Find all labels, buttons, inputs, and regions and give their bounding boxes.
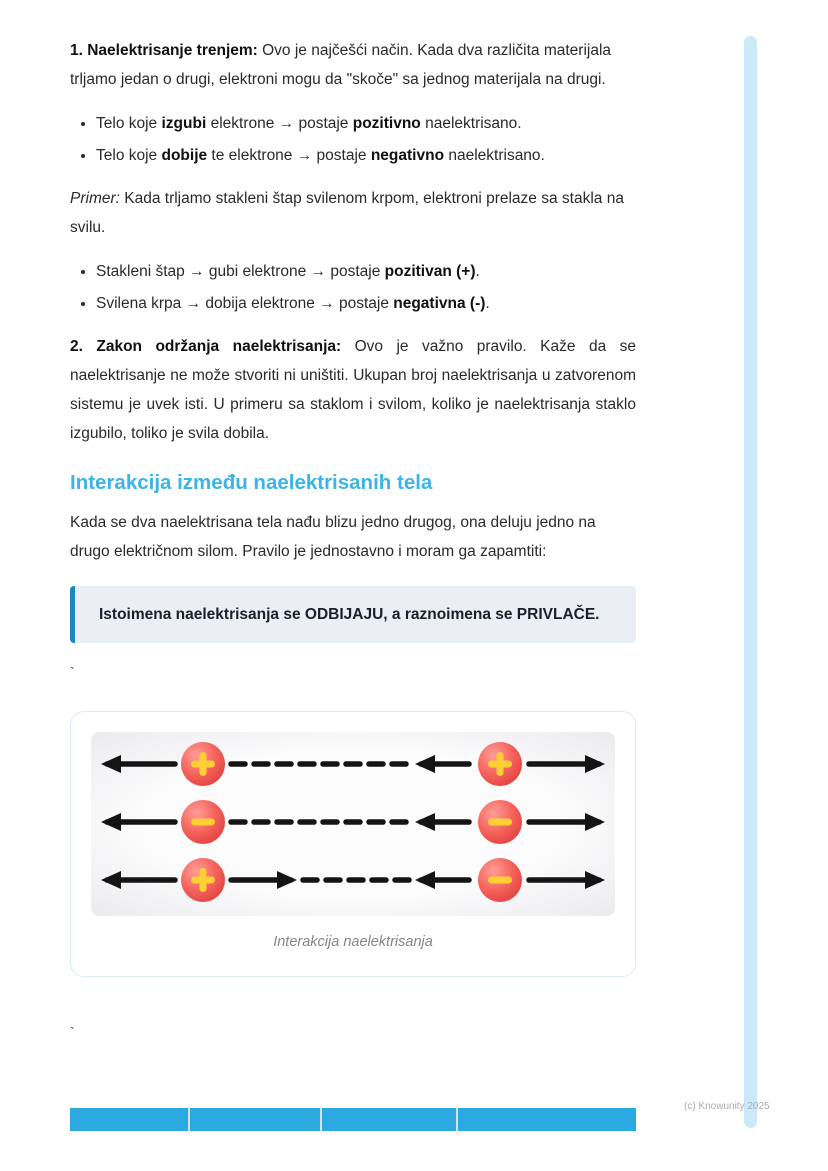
text-segment: .: [475, 263, 480, 280]
list-item: [96, 109, 636, 138]
list-electron-transfer: [70, 109, 636, 170]
paragraph-friction-lead: 1. Naelektrisanje trenjem:: [70, 42, 258, 59]
section-heading-interaction: Interakcija između naelektrisanih tela: [70, 471, 433, 494]
paragraph-interaction: Kada se dva naelektrisana tela nađu blizu jedno drugog, ona deluju jedno na drugo električnom silom. Pravilo je jednostavno i moram ga zapamtiti:: [70, 514, 596, 560]
text-bold: pozitivno: [352, 115, 421, 132]
table-header-cell: [190, 1108, 322, 1131]
scrollbar-strip[interactable]: [744, 36, 757, 1128]
table-header-cell: [70, 1108, 190, 1131]
text-bold: dobije: [161, 147, 208, 164]
paragraph-primer-lead: Primer:: [70, 190, 120, 207]
table-header-bar: [70, 1108, 636, 1131]
paragraph-friction: [70, 36, 636, 94]
text-segment: .: [485, 295, 490, 312]
list-item: [96, 289, 636, 318]
figure-caption: Interakcija naelektrisanja: [273, 934, 433, 950]
text-bold: pozitivan (+): [384, 263, 476, 280]
list-item: [96, 141, 636, 170]
text-segment: Svilena krpa → dobija elektrone → postaje: [96, 295, 394, 312]
text-segment: elektrone → postaje: [206, 115, 353, 132]
text-bold: negativna (-): [393, 295, 486, 312]
text-bold: negativno: [370, 147, 445, 164]
table-header-cell: [458, 1108, 636, 1131]
text-segment: Stakleni štap → gubi elektrone → postaje: [96, 263, 385, 280]
list-item: [96, 257, 636, 286]
text-segment: Telo koje: [96, 147, 162, 164]
callout-rule-text: Istoimena naelektrisanja se ODBIJAJU, a raznoimena se PRIVLAČE.: [99, 606, 600, 623]
stray-backtick: `: [70, 664, 75, 680]
text-segment: te elektrone → postaje: [207, 147, 371, 164]
paragraph-primer: [70, 184, 636, 242]
text-segment: Ovo je najčešći način. Kada dva različita materijala trljamo jedan o drugi, elektroni mogu da "skoče" sa jednog materijala na drugi.: [70, 42, 612, 88]
charge-interaction-diagram: [91, 732, 615, 916]
charge-interaction-svg: [91, 732, 615, 916]
text-segment: Telo koje: [96, 115, 162, 132]
text-bold: izgubi: [161, 115, 207, 132]
paragraph-conservation-lead: 2. Zakon održanja naelektrisanja:: [70, 338, 342, 355]
figure-card: [70, 711, 636, 977]
copyright-credit: (c) Knowunity 2025: [684, 1101, 770, 1112]
callout-rule-box: [70, 586, 636, 643]
table-header-cell: [322, 1108, 458, 1131]
stray-backtick: `: [70, 1024, 75, 1040]
document-content: [70, 36, 636, 1043]
text-segment: naelektrisano.: [444, 147, 545, 164]
text-segment: Ovo je važno pravilo. Kaže da se naelektrisanje ne može stvoriti ni uništiti. Ukupan broj naelektrisanja u zatvorenom sistemu je uvek isti. U primeru sa staklom i svilom, koliko je naelektrisanja staklo izgubilo, toliko je svila dobila.: [70, 338, 636, 442]
text-segment: Kada trljamo stakleni štap svilenom krpom, elektroni prelaze sa stakla na svilu.: [70, 190, 624, 236]
text-segment: naelektrisano.: [420, 115, 522, 132]
paragraph-conservation: [70, 332, 636, 448]
list-glass-silk: [70, 257, 636, 318]
